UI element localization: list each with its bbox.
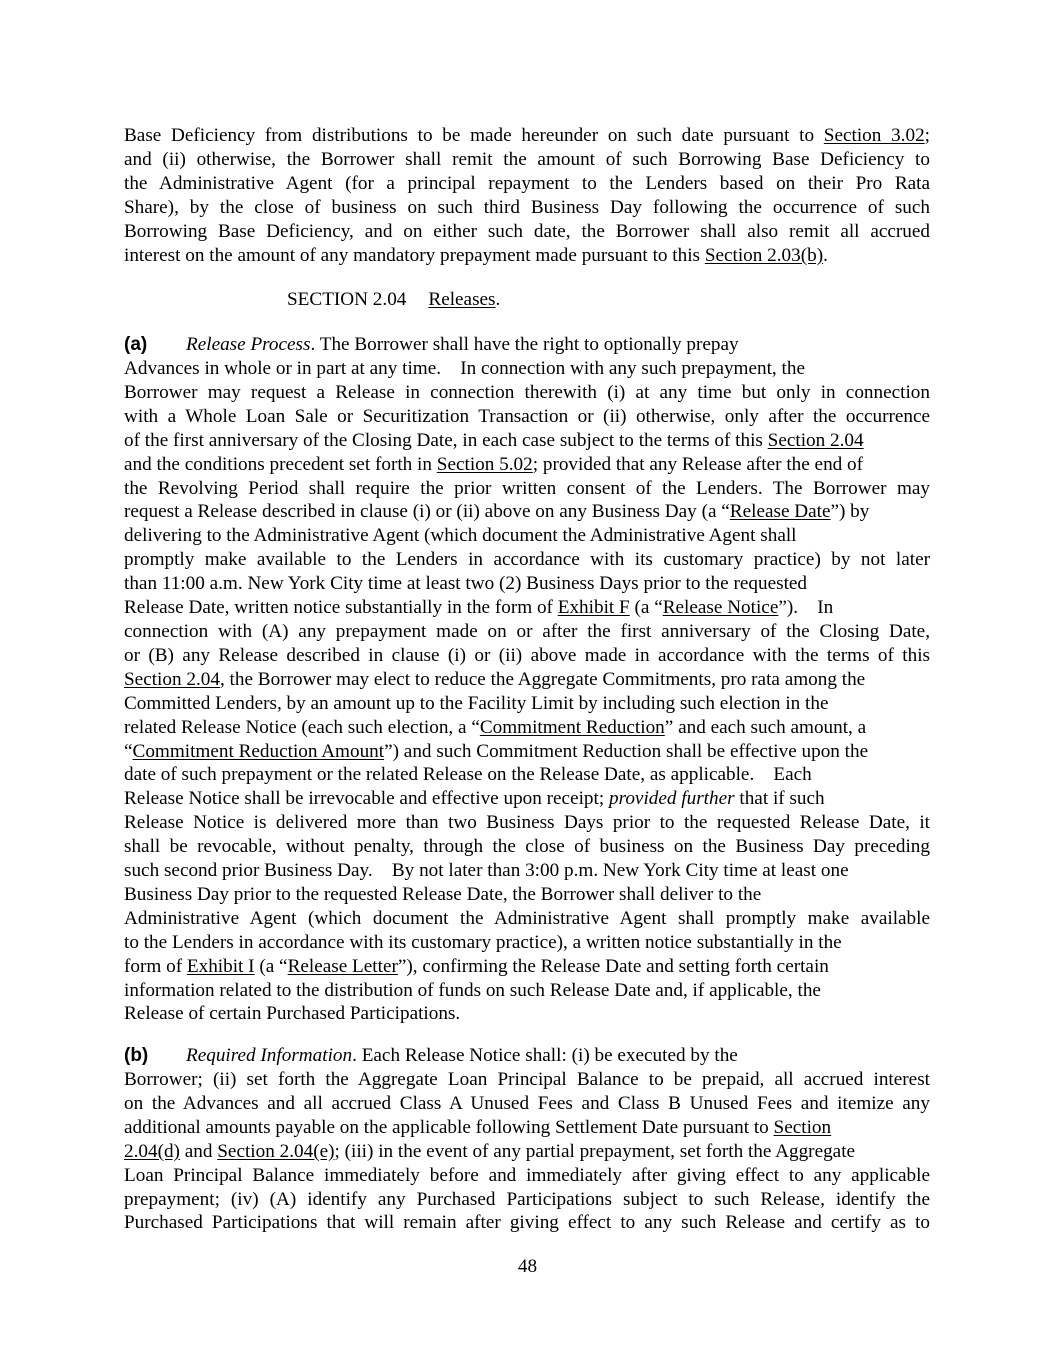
- text-line: Base Deficiency from distributions to be made hereunder on such date pursuant to Section 3.02;: [124, 125, 931, 146]
- text-line: connection with (A) any prepayment made on or after the first anniversary of the Closing Date,: [124, 620, 930, 642]
- defined-term: Release Date: [729, 501, 831, 523]
- paragraph-a-body: [124, 357, 930, 1026]
- section-reference: Section 2.03(b): [704, 244, 824, 266]
- text-line: to the Lenders in accordance with its customary practice), a written notice substantially in the: [124, 931, 842, 953]
- text-line: Administrative Agent (which document the Administrative Agent shall promptly make available: [124, 907, 930, 929]
- paragraph-b: [0, 1044, 930, 1068]
- text-line: promptly make available to the Lenders in accordance with its customary practice) by not later: [124, 549, 930, 571]
- defined-term: Commitment Reduction: [479, 716, 665, 738]
- text-line: 2.04(d) and Section 2.04(e); (iii) in the event of any partial prepayment, set forth the Aggregate: [124, 1140, 856, 1162]
- text-line: Release Notice is delivered more than two Business Days prior to the requested Release Date, it: [124, 812, 930, 834]
- text-line: the Administrative Agent (for a principal repayment to the Lenders based on their Pro Rata: [124, 172, 930, 194]
- text-line: interest on the amount of any mandatory prepayment made pursuant to this Section 2.03(b).: [124, 244, 828, 266]
- section-reference: Section 2.04: [767, 429, 864, 451]
- subsection-label: (b): [124, 1045, 149, 1066]
- section-reference: Section 2.04(e): [217, 1140, 335, 1162]
- defined-term: Release Notice: [662, 597, 779, 619]
- section-reference: Section 3.02: [823, 125, 925, 146]
- text-line: Advances in whole or in part at any time. In connection with any such prepayment, the: [124, 358, 805, 379]
- subsection-title: Release Process: [186, 334, 311, 355]
- text-line: on the Advances and all accrued Class A Unused Fees and Class B Unused Fees and itemize any: [124, 1092, 930, 1114]
- section-number: SECTION 2.04: [287, 289, 407, 310]
- subsection-label: (a): [124, 334, 148, 355]
- text-line: date of such prepayment or the related Release on the Release Date, as applicable. Each: [124, 764, 812, 786]
- text-line: such second prior Business Day. By not later than 3:00 p.m. New York City time at least one: [124, 860, 849, 882]
- text-line: Purchased Participations that will remain after giving effect to any such Release and certify as to: [124, 1212, 930, 1234]
- subsection-title: Required Information: [186, 1045, 353, 1066]
- text-line: Section 2.04, the Borrower may elect to reduce the Aggregate Commitments, pro rata among the: [124, 668, 866, 690]
- section-title: Releases: [428, 289, 496, 310]
- text-line: (a) Release Process. The Borrower shall have the right to optionally prepay: [124, 334, 739, 355]
- text-line: Release of certain Purchased Participations.: [124, 1003, 461, 1025]
- text-line: than 11:00 a.m. New York City time at least two (2) Business Days prior to the requested: [124, 573, 808, 595]
- text-line: Borrower; (ii) set forth the Aggregate Loan Principal Balance to be prepaid, all accrued interest: [124, 1069, 930, 1090]
- text-line: Business Day prior to the requested Release Date, the Borrower shall deliver to the: [124, 883, 762, 905]
- text-line: delivering to the Administrative Agent (which document the Administrative Agent shall: [124, 525, 797, 547]
- text-line: additional amounts payable on the applicable following Settlement Date pursuant to Section: [124, 1116, 832, 1138]
- text-line: with a Whole Loan Sale or Securitization Transaction or (ii) otherwise, only after the occurrence: [124, 405, 930, 427]
- section-reference: Section: [773, 1116, 832, 1138]
- text-line: of the first anniversary of the Closing Date, in each case subject to the terms of this Section 2.04: [124, 429, 864, 451]
- section-reference: Section 5.02: [436, 453, 533, 475]
- text-line: request a Release described in clause (i) or (ii) above on any Business Day (a “Release Date”) by: [124, 501, 870, 523]
- text-line: prepayment; (iv) (A) identify any Purchased Participations subject to such Release, identify the: [124, 1188, 930, 1210]
- section-heading: SECTION 2.04 Releases.: [287, 289, 501, 310]
- text-line: the Revolving Period shall require the prior written consent of the Lenders. The Borrower may: [124, 477, 930, 499]
- exhibit-reference: Exhibit F: [557, 597, 630, 619]
- section-reference: Section 2.04: [124, 668, 220, 690]
- exhibit-reference: Exhibit I: [186, 955, 255, 977]
- text-line: Release Notice shall be irrevocable and effective upon receipt; provided further that if such: [124, 788, 825, 810]
- continuation-paragraph: [124, 124, 930, 267]
- text-line: “Commitment Reduction Amount”) and such Commitment Reduction shall be effective upon the: [124, 740, 869, 762]
- text-line: Loan Principal Balance immediately before and immediately after giving effect to any applicable: [124, 1164, 930, 1186]
- text-line: related Release Notice (each such election, a “Commitment Reduction” and each such amount, a: [124, 716, 867, 738]
- defined-term: Release Letter: [287, 955, 398, 977]
- page-number: 48: [517, 1256, 538, 1277]
- text-line: or (B) any Release described in clause (i) or (ii) above made in accordance with the terms of this: [124, 644, 930, 666]
- text-line: (b) Required Information. Each Release Notice shall: (i) be executed by the: [124, 1045, 738, 1066]
- text-line: Committed Lenders, by an amount up to the Facility Limit by including such election in the: [124, 692, 829, 714]
- text-line: form of Exhibit I (a “Release Letter”), confirming the Release Date and setting forth certain: [124, 955, 829, 977]
- text-line: information related to the distribution of funds on such Release Date and, if applicable, the: [124, 979, 821, 1001]
- text-line: Borrower may request a Release in connection therewith (i) at any time but only in connection: [124, 381, 930, 403]
- emphasis: provided further: [608, 788, 735, 810]
- text-line: and the conditions precedent set forth in Section 5.02; provided that any Release after the end of: [124, 453, 864, 475]
- defined-term: Commitment Reduction Amount: [132, 740, 385, 762]
- text-line: and (ii) otherwise, the Borrower shall remit the amount of such Borrowing Base Deficiency to: [124, 148, 930, 170]
- section-reference: 2.04(d): [124, 1140, 180, 1162]
- text-line: shall be revocable, without penalty, through the close of business on the Business Day preceding: [124, 836, 930, 858]
- text-line: Release Date, written notice substantially in the form of Exhibit F (a “Release Notice”). In: [124, 597, 834, 619]
- text-line: Borrowing Base Deficiency, and on either such date, the Borrower shall also remit all accrued: [124, 220, 930, 242]
- paragraph-b-body: [124, 1068, 930, 1235]
- paragraph-a: [0, 333, 930, 357]
- text-line: Share), by the close of business on such third Business Day following the occurrence of such: [124, 196, 930, 218]
